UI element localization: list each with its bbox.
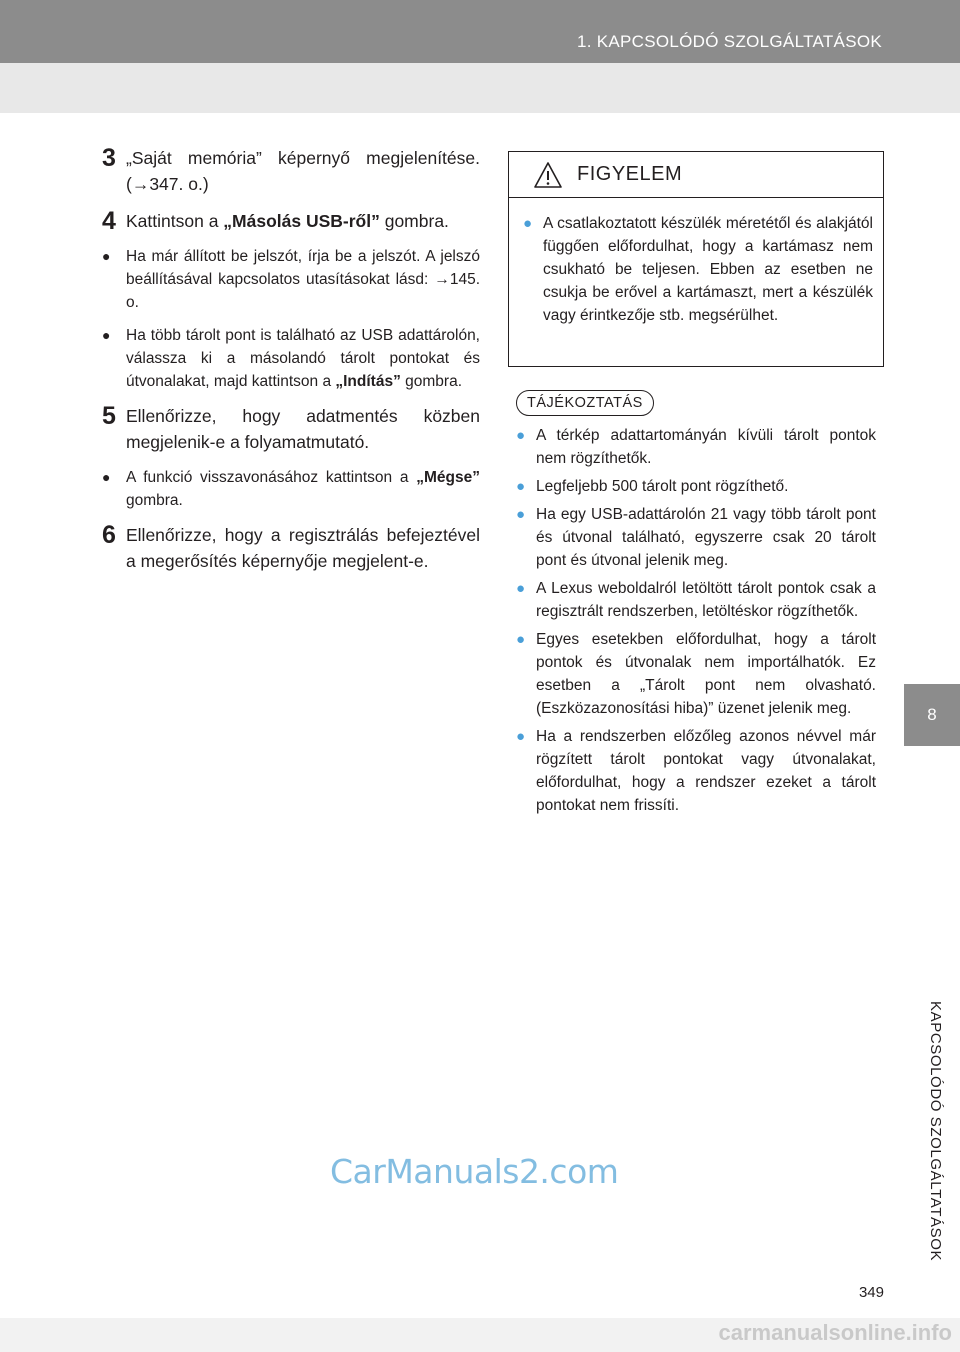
bullet-text: Ha már állított be jelszót, írja be a jelszót. A jelszó beállításával kapcsolatos utasításokat lásd: →145. o. — [126, 248, 480, 311]
step-5 — [102, 403, 480, 455]
step-text: Kattintson a „Másolás USB-ről” gombra. — [126, 211, 449, 231]
bullet-dot-icon: ● — [102, 327, 111, 343]
bullet-dot-icon: ● — [102, 469, 111, 485]
header-band — [0, 63, 960, 113]
list-item — [102, 324, 480, 393]
list-item: ● A térkép adattartományán kívüli tárolt pontok nem rögzíthetők. — [516, 424, 876, 470]
bullet-text: A funkció visszavonásához kattintson a „Mégse” gombra. — [126, 469, 480, 509]
button-name: „Másolás USB-ről” — [223, 211, 380, 231]
bullet-dot-icon: ● — [516, 728, 526, 745]
step-6 — [102, 522, 480, 574]
instructions-column — [102, 145, 480, 585]
step-3 — [102, 145, 480, 197]
bullet-dot-icon: ● — [102, 248, 111, 264]
info-list — [516, 424, 876, 822]
step-number: 4 — [102, 207, 116, 235]
step-text: Ellenőrizze, hogy a regisztrálás befejeztével a megerősítés képernyője megjelent-e. — [126, 525, 480, 571]
info-label: TÁJÉKOZTATÁS — [516, 390, 654, 416]
caution-body — [509, 198, 883, 327]
bullet-dot-icon: ● — [523, 215, 533, 232]
chapter-tab-number: 8 — [904, 684, 960, 746]
header-title: 1. KAPCSOLÓDÓ SZOLGÁLTATÁSOK — [576, 32, 882, 51]
list-item: ● Ha egy USB-adattárolón 21 vagy több tárolt pont és útvonal található, egyszerre csak 20 tárolt pont és útvonal jelenik meg. — [516, 503, 876, 572]
bullet-text: Ha több tárolt pont is található az USB adattárolón, válassza ki a másolandó tárolt pontokat és útvonalakat, majd kattintson a „Indítás” gombra. — [126, 327, 480, 390]
online-watermark: carmanualsonline.info — [718, 1320, 952, 1345]
list-item — [523, 212, 873, 327]
step-number: 5 — [102, 402, 116, 430]
bullet-dot-icon: ● — [516, 580, 526, 597]
list-item — [102, 466, 480, 512]
bullet-dot-icon: ● — [516, 506, 526, 523]
list-item — [102, 245, 480, 314]
caution-text: A csatlakoztatott készülék méretétől és alakjától függően előfordulhat, hogy a kartámasz nem csukható be teljesen. Ebben az esetben ne csukja be erővel a kartámaszt, mert a készülék vagy érintkezője stb. megsérülhet. — [543, 215, 873, 324]
step-text: Ellenőrizze, hogy adatmentés közben megjelenik-e a folyamatmutató. — [126, 406, 480, 452]
caution-box — [508, 151, 884, 367]
bullet-dot-icon: ● — [516, 478, 526, 495]
step-number: 3 — [102, 144, 116, 172]
list-item: ● Egyes esetekben előfordulhat, hogy a tárolt pontok és útvonalak nem importálhatók. Ez esetben a „Tárolt pont nem olvasható. (Eszközazonosítási hiba)” üzenet jelenik meg. — [516, 628, 876, 720]
step-4 — [102, 208, 480, 234]
carmanuals-watermark: CarManuals2.com — [330, 1152, 619, 1191]
list-item: ● Legfeljebb 500 tárolt pont rögzíthető. — [516, 475, 876, 498]
header-bar — [0, 0, 960, 63]
warning-triangle-icon — [533, 161, 563, 189]
step-number: 6 — [102, 521, 116, 549]
page-number: 349 — [858, 1284, 884, 1301]
caution-title: FIGYELEM — [577, 163, 683, 185]
chapter-tab-title: KAPCSOLÓDÓ SZOLGÁLTATÁSOK — [927, 1001, 944, 1262]
step-text: „Saját memória” képernyő megjelenítése. (→347. o.) — [126, 148, 480, 194]
list-item: ● A Lexus weboldalról letöltött tárolt pontok csak a regisztrált rendszerben, letöltéskor rögzíthetők. — [516, 577, 876, 623]
bullet-dot-icon: ● — [516, 427, 526, 444]
caution-header — [509, 152, 883, 198]
list-item: ● Ha a rendszerben előzőleg azonos névvel már rögzített tárolt pontokat vagy útvonalakat, előfordulhat, hogy a rendszer ezeket a tárolt pontokat nem frissíti. — [516, 725, 876, 817]
bullet-dot-icon: ● — [516, 631, 526, 648]
